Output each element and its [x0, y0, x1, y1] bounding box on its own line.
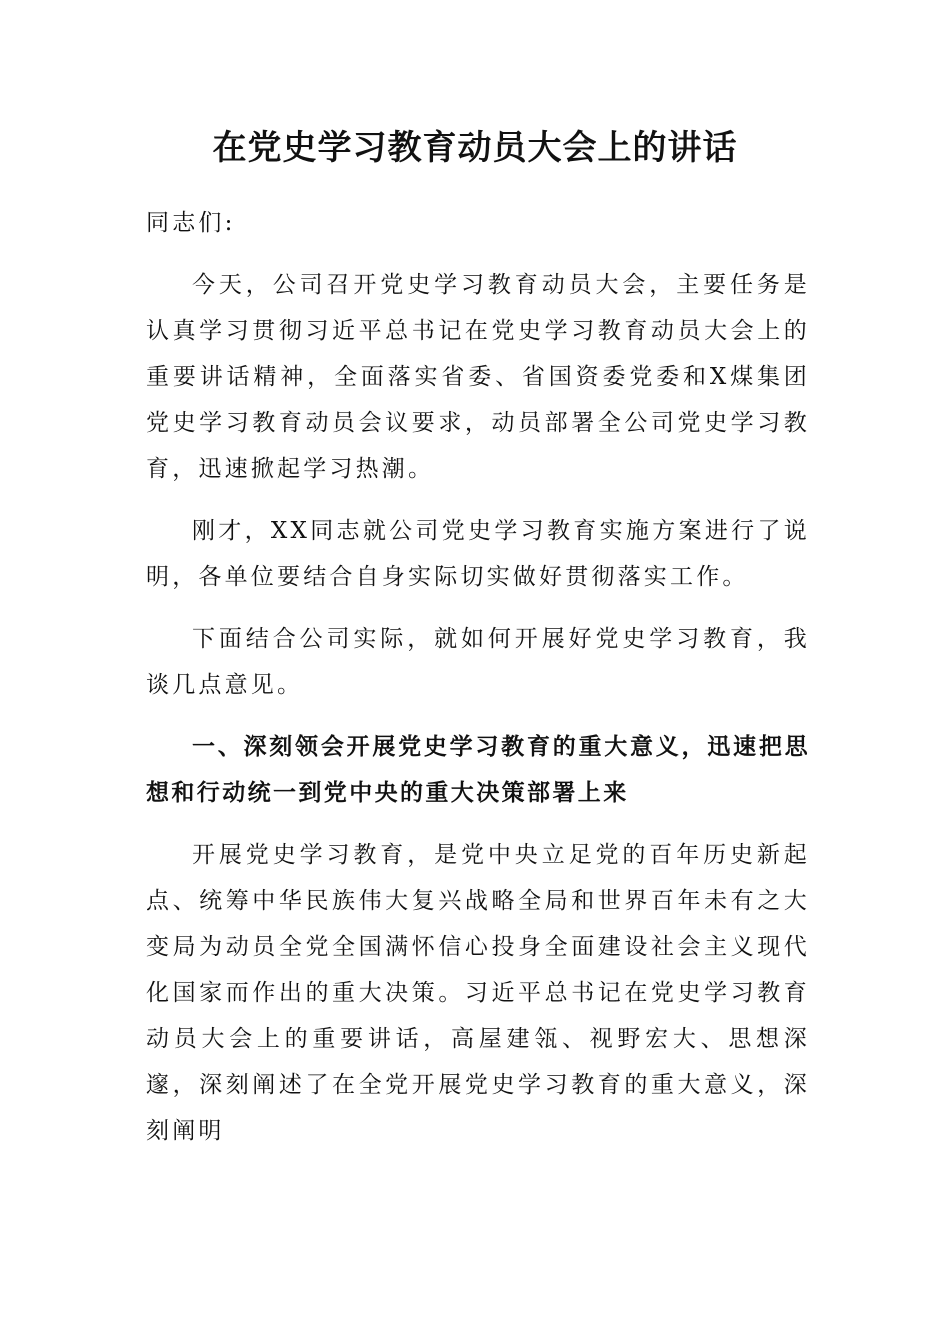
salutation: 同志们:: [146, 210, 236, 236]
paragraph-explanation: 刚才，XX同志就公司党史学习教育实施方案进行了说明，各单位要结合自身实际切实做好贯彻落实工作。: [146, 518, 810, 590]
section-paragraph: 开展党史学习教育，是党中央立足党的百年历史新起点、统筹中华民族伟大复兴战略全局和世界百年未有之大变局为动员全党全国满怀信心投身全面建设社会主义现代化国家而作出的重大决策。习近平总书记在党史学习教育动员大会上的重要讲话，高屋建瓴、视野宏大、思想深邃，深刻阐述了在全党开展党史学习教育的重大意义，深刻阐明: [146, 842, 810, 1144]
document-title: 在党史学习教育动员大会上的讲话: [212, 128, 738, 168]
paragraph-opening: 今天，公司召开党史学习教育动员大会，主要任务是认真学习贯彻习近平总书记在党史学习教育动员大会上的重要讲话精神，全面落实省委、省国资委党委和X煤集团党史学习教育动员会议要求，动员部署全公司党史学习教育，迅速掀起学习热潮。: [146, 272, 810, 482]
paragraph-intro: 下面结合公司实际，就如何开展好党史学习教育，我谈几点意见。: [146, 626, 810, 698]
section-heading: 一、深刻领会开展党史学习教育的重大意义，迅速把思想和行动统一到党中央的重大决策部署上来: [146, 734, 810, 806]
document-body: [146, 200, 810, 1154]
